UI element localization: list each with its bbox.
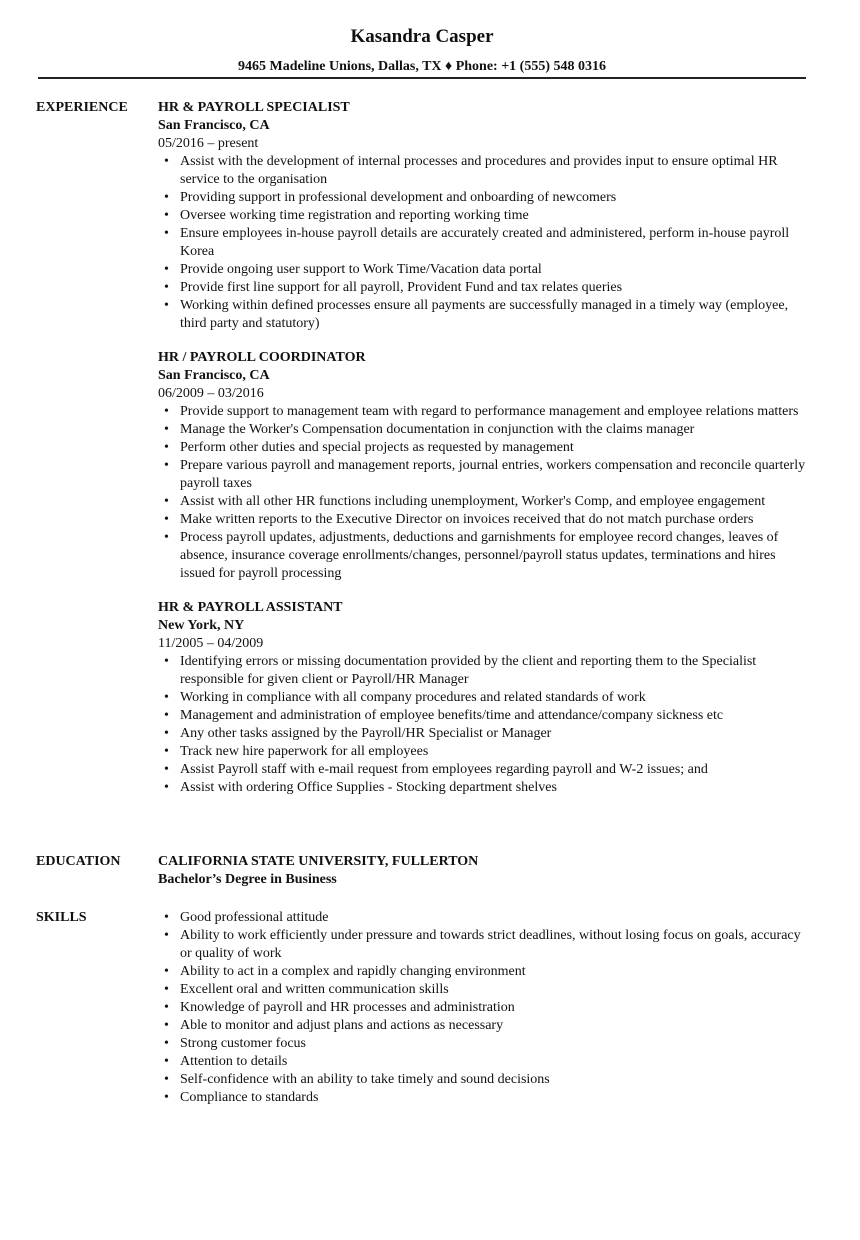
job-title: HR / PAYROLL COORDINATOR (158, 350, 366, 365)
bullet-item: • Working within defined processes ensure all payments are successfully managed in a timely way (employee, third party and statutory) (158, 297, 806, 333)
job-bullets (158, 403, 806, 583)
bullet-item: • Assist with the development of internal processes and procedures and provides input to ensure optimal HR service to the organisation (158, 153, 806, 189)
bullet-item: • Providing support in professional development and onboarding of newcomers (158, 189, 806, 207)
bullet-item: • Make written reports to the Executive Director on invoices received that do not match purchase orders (158, 511, 806, 529)
skill-item: • Strong customer focus (158, 1035, 806, 1053)
skill-item: • Knowledge of payroll and HR processes and administration (158, 999, 806, 1017)
bullet-item: • Perform other duties and special projects as requested by management (158, 439, 806, 457)
bullet-item: • Ensure employees in-house payroll details are accurately created and administered, perform in-house payroll Korea (158, 225, 806, 261)
education-section (36, 853, 806, 889)
skill-item: • Ability to act in a complex and rapidly changing environment (158, 963, 806, 981)
job-entry (158, 349, 806, 583)
header-divider (38, 77, 806, 79)
bullet-item: • Oversee working time registration and reporting working time (158, 207, 806, 225)
bullet-item: • Assist with ordering Office Supplies - Stocking department shelves (158, 779, 806, 797)
job-title: HR & PAYROLL ASSISTANT (158, 600, 343, 615)
job-bullets (158, 153, 806, 333)
experience-body (158, 99, 806, 797)
skill-item: • Attention to details (158, 1053, 806, 1071)
bullet-item: • Manage the Worker's Compensation documentation in conjunction with the claims manager (158, 421, 806, 439)
bullet-item: • Any other tasks assigned by the Payroll/HR Specialist or Manager (158, 725, 806, 743)
bullet-item: • Assist with all other HR functions including unemployment, Worker's Comp, and employee engagement (158, 493, 806, 511)
job-dates: 05/2016 – present (158, 136, 259, 151)
resume-header (38, 24, 806, 77)
school-name: CALIFORNIA STATE UNIVERSITY, FULLERTON (158, 854, 479, 869)
job-entry (158, 99, 806, 333)
job-location: New York, NY (158, 618, 245, 633)
section-label-skills: SKILLS (36, 910, 87, 925)
skills-body (158, 909, 806, 1107)
bullet-item: • Provide first line support for all payroll, Provident Fund and tax relates queries (158, 279, 806, 297)
bullet-item: • Prepare various payroll and management reports, journal entries, workers compensation and reconcile quarterly payroll taxes (158, 457, 806, 493)
job-location: San Francisco, CA (158, 118, 270, 133)
skills-section (36, 909, 806, 1107)
skill-item: • Excellent oral and written communication skills (158, 981, 806, 999)
contact-line: 9465 Madeline Unions, Dallas, TX ♦ Phone: +1 (555) 548 0316 (238, 59, 606, 74)
education-body (158, 853, 806, 889)
skill-item: • Good professional attitude (158, 909, 806, 927)
job-dates: 06/2009 – 03/2016 (158, 386, 264, 401)
degree: Bachelor’s Degree in Business (158, 872, 337, 887)
bullet-item: • Working in compliance with all company procedures and related standards of work (158, 689, 806, 707)
job-dates: 11/2005 – 04/2009 (158, 636, 264, 651)
bullet-item: • Assist Payroll staff with e-mail request from employees regarding payroll and W-2 issues; and (158, 761, 806, 779)
bullet-item: • Process payroll updates, adjustments, deductions and garnishments for employee record changes, leaves of absence, insurance coverage enrollments/changes, personnel/payroll status updates, terminations and hires issued for payroll processing (158, 529, 806, 583)
job-title: HR & PAYROLL SPECIALIST (158, 100, 350, 115)
section-label-experience: EXPERIENCE (36, 100, 128, 115)
skill-item: • Able to monitor and adjust plans and actions as necessary (158, 1017, 806, 1035)
bullet-item: • Management and administration of employee benefits/time and attendance/company sickness etc (158, 707, 806, 725)
experience-section (36, 99, 806, 813)
skills-list (158, 909, 806, 1107)
skill-item: • Compliance to standards (158, 1089, 806, 1107)
candidate-name: Kasandra Casper (350, 26, 494, 47)
bullet-item: • Provide support to management team with regard to performance management and employee relations matters (158, 403, 806, 421)
job-entry (158, 599, 806, 797)
skill-item: • Ability to work efficiently under pressure and towards strict deadlines, without losing focus on goals, accuracy or quality of work (158, 927, 806, 963)
job-location: San Francisco, CA (158, 368, 270, 383)
bullet-item: • Track new hire paperwork for all employees (158, 743, 806, 761)
bullet-item: • Identifying errors or missing documentation provided by the client and reporting them to the Specialist responsible for given client or Payroll/HR Manager (158, 653, 806, 689)
bullet-item: • Provide ongoing user support to Work Time/Vacation data portal (158, 261, 806, 279)
skill-item: • Self-confidence with an ability to take timely and sound decisions (158, 1071, 806, 1089)
job-bullets (158, 653, 806, 797)
section-label-education: EDUCATION (36, 854, 121, 869)
